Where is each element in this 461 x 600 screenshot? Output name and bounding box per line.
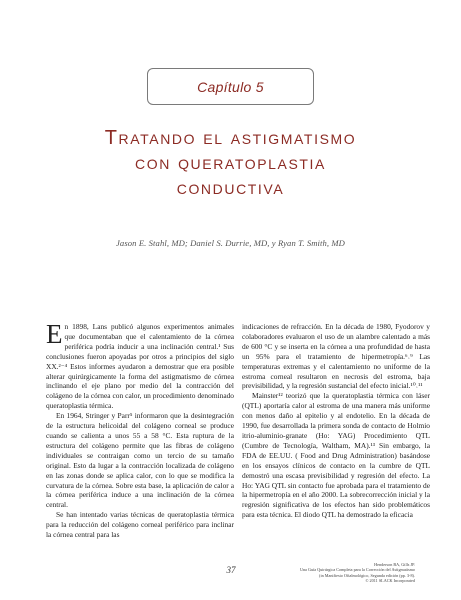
title-line: Tratando el astigmatismo: [104, 127, 357, 149]
paragraph-text: n 1898, Lans publicó algunos experimentos animales que documentaban que el calentamiento de la córnea periférica podría inducir a una inclinación central.¹ Sus conclusiones fueron apoyadas por otros a principios del siglo XX.²⁻⁴ Estos informes ayudaron a demostrar que era posible alterar quirúrgicamente la forma del astigmatismo de córnea inclinando el eje plano por medio del la contracción del colágeno de la córnea con calor, un procedimiento denominado queratoplastia térmica.: [46, 322, 234, 411]
chapter-label-box: [147, 68, 314, 105]
page-number: 37: [226, 565, 236, 575]
left-column: [46, 319, 234, 540]
drop-cap: E: [46, 319, 63, 349]
title-line: con queratoplastia: [135, 152, 326, 174]
credit-line: Henderson BA, Gills JP.: [374, 562, 415, 567]
paragraph: Mainster¹² teorizó que la queratoplastia térmica con láser (QTL) aportaría calor al estroma de una manera más uniforme con menos daño al epitelio y al endotelio. En la década de 1990, fue desarrollada la primera sonda de contacto de Holmio itrio-aluminio-granate (Ho: YAG) Procedimiento QTL (Cumbre de Tecnología, Waltham, MA).¹³ Sin embargo, la FDA de EE.UU. ( Food and Drug Administration) basándose en los ensayos clínicos de contacto en la cumbre de QTL demostró una escasa previsibilidad y regresión del efecto. La Ho: YAG QTL sin contacto fue aprobada para el tratamiento de la hipermetropía en el año 2000. La sobrecorrección inicial y la regresión significativa de los efectos han sido problemáticos para esta técnica. El diodo QTL ha demostrado la eficacia: [242, 391, 430, 520]
right-column: [242, 322, 430, 520]
chapter-title: [0, 126, 461, 201]
authors-line: Jason E. Stahl, MD; Daniel S. Durrie, MD, y Ryan T. Smith, MD: [116, 238, 345, 248]
paragraph: [46, 319, 234, 411]
paragraph: En 1964, Stringer y Parr⁵ informaron que la desintegración de la estructura helicoidal del colágeno corneal se produce cuando se calienta a unos 55 a 58 °C. Esta ruptura de la estructura del colágeno permite que las fibras de colágeno individuales se contraigan como un tercio de su tamaño original. Esto da lugar a la contracción localizada de colágeno en las zonas donde se aplica calor, con lo que se modifica la curvatura de la córnea. Sobre esta base, la aplicación de calor a la córnea periférica induce a una inclinación de la córnea central.: [46, 411, 234, 510]
credit-line: © 2011 SLACK Incorporated: [365, 577, 415, 583]
citation-credit: [265, 562, 415, 583]
title-line: conductiva: [176, 177, 285, 199]
paragraph: Se han intentado varias técnicas de queratoplastia térmica para la reducción del colágeno corneal periférico para inclinar la córnea central para las: [46, 510, 234, 540]
chapter-label: Capítulo 5: [197, 78, 264, 95]
paragraph: indicaciones de refracción. En la década de 1980, Fyodorov y colaboradores evaluaron el uso de un alambre calentado a más de 600 °C y se inserta en la córnea a una profundidad de hasta un 95% para el tratamiento de hipermetropía.⁶˒⁹ Las temperaturas extremas y el calentamiento no uniforme de la estroma corneal resultaron en necrosis del estroma, baja previsibilidad, y la regresión sustancial del efecto inicial.¹⁰˒¹¹: [242, 322, 430, 391]
credit-line: Una Guía Quirúrgica Completa para la Corrección del Astigmatismo: [299, 567, 415, 573]
credit-line: (in Manifiesto Oftalmológico, Segunda edición (pp. 3-8).: [319, 572, 415, 578]
